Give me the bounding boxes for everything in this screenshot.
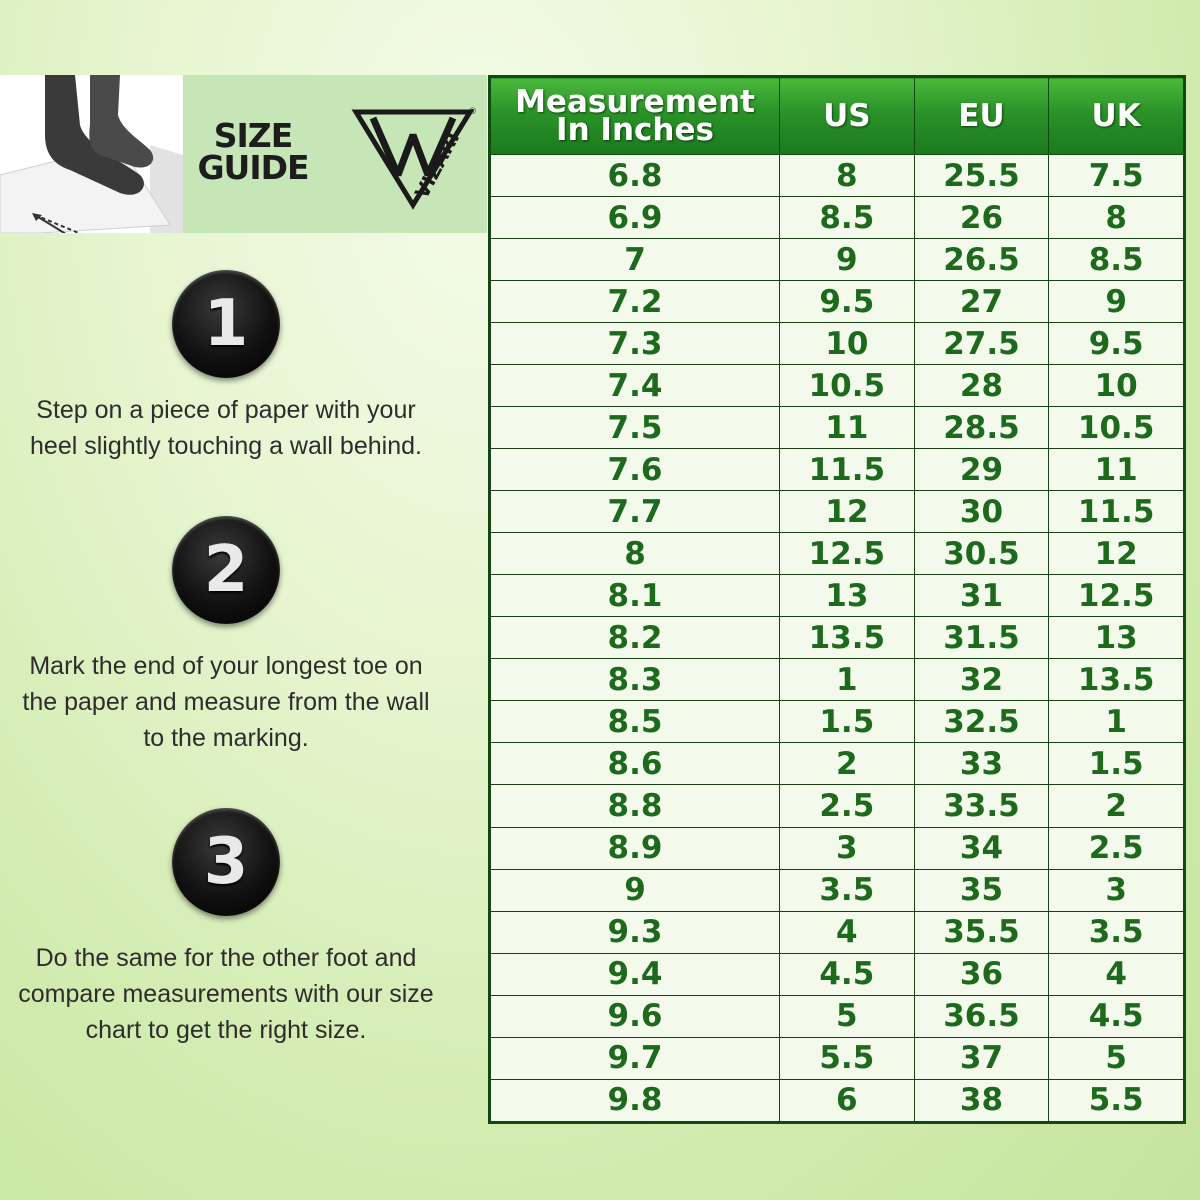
inches-cell: 9.7 bbox=[491, 1037, 780, 1079]
eu-cell: 32.5 bbox=[914, 701, 1049, 743]
inches-cell: 9.6 bbox=[491, 995, 780, 1037]
inches-cell: 9 bbox=[491, 869, 780, 911]
table-row bbox=[491, 533, 1184, 575]
header-uk: UK bbox=[1049, 78, 1184, 155]
us-cell: 3.5 bbox=[780, 869, 915, 911]
eu-cell: 26 bbox=[914, 197, 1049, 239]
us-cell: 11.5 bbox=[780, 449, 915, 491]
us-cell: 2 bbox=[780, 743, 915, 785]
step-2-badge bbox=[172, 516, 280, 624]
eu-cell: 34 bbox=[914, 827, 1049, 869]
inches-cell: 7.5 bbox=[491, 407, 780, 449]
step-3-number: 3 bbox=[203, 825, 249, 899]
table-row bbox=[491, 365, 1184, 407]
inches-cell: 7.6 bbox=[491, 449, 780, 491]
step-3-badge bbox=[172, 808, 280, 916]
inches-cell: 7.7 bbox=[491, 491, 780, 533]
us-cell: 10.5 bbox=[780, 365, 915, 407]
table-row bbox=[491, 659, 1184, 701]
eu-cell: 31.5 bbox=[914, 617, 1049, 659]
uk-cell: 12 bbox=[1049, 533, 1184, 575]
inches-cell: 8 bbox=[491, 533, 780, 575]
us-cell: 5 bbox=[780, 995, 915, 1037]
step-2-text: Mark the end of your longest toe on the paper and measure from the wall to the marking. bbox=[22, 652, 430, 752]
inches-cell: 8.2 bbox=[491, 617, 780, 659]
uk-cell: 5.5 bbox=[1049, 1079, 1184, 1121]
eu-cell: 32 bbox=[914, 659, 1049, 701]
uk-cell: 11 bbox=[1049, 449, 1184, 491]
inches-cell: 7 bbox=[491, 239, 780, 281]
uk-cell: 9.5 bbox=[1049, 323, 1184, 365]
uk-cell: 13 bbox=[1049, 617, 1184, 659]
header-measurement: Measurement In Inches bbox=[491, 78, 780, 155]
us-cell: 4.5 bbox=[780, 953, 915, 995]
header-eu: EU bbox=[914, 78, 1049, 155]
us-cell: 4 bbox=[780, 911, 915, 953]
inches-cell: 8.8 bbox=[491, 785, 780, 827]
table-row bbox=[491, 407, 1184, 449]
table-row bbox=[491, 449, 1184, 491]
inches-cell: 9.3 bbox=[491, 911, 780, 953]
eu-cell: 25.5 bbox=[914, 155, 1049, 197]
table-row bbox=[491, 995, 1184, 1037]
inches-cell: 9.8 bbox=[491, 1079, 780, 1121]
inches-cell: 8.5 bbox=[491, 701, 780, 743]
us-cell: 9.5 bbox=[780, 281, 915, 323]
us-cell: 8.5 bbox=[780, 197, 915, 239]
table-row bbox=[491, 1037, 1184, 1079]
step-1-number: 1 bbox=[203, 287, 249, 361]
us-cell: 13 bbox=[780, 575, 915, 617]
table-row bbox=[491, 785, 1184, 827]
uk-cell: 1 bbox=[1049, 701, 1184, 743]
uk-cell: 11.5 bbox=[1049, 491, 1184, 533]
us-cell: 11 bbox=[780, 407, 915, 449]
table-row bbox=[491, 239, 1184, 281]
table-row bbox=[491, 953, 1184, 995]
us-cell: 9 bbox=[780, 239, 915, 281]
step-1-text: Step on a piece of paper with your heel slightly touching a wall behind. bbox=[30, 396, 422, 460]
registered-mark: ® bbox=[468, 107, 477, 117]
us-cell: 8 bbox=[780, 155, 915, 197]
eu-cell: 28.5 bbox=[914, 407, 1049, 449]
table-row bbox=[491, 869, 1184, 911]
us-cell: 5.5 bbox=[780, 1037, 915, 1079]
uk-cell: 12.5 bbox=[1049, 575, 1184, 617]
table-row bbox=[491, 323, 1184, 365]
inches-cell: 8.3 bbox=[491, 659, 780, 701]
table-row bbox=[491, 743, 1184, 785]
table-row bbox=[491, 491, 1184, 533]
table-row bbox=[491, 911, 1184, 953]
eu-cell: 36 bbox=[914, 953, 1049, 995]
uk-cell: 1.5 bbox=[1049, 743, 1184, 785]
logo-wordmark: VIZARI bbox=[410, 128, 465, 203]
eu-cell: 36.5 bbox=[914, 995, 1049, 1037]
uk-cell: 10 bbox=[1049, 365, 1184, 407]
table-row bbox=[491, 155, 1184, 197]
eu-cell: 27.5 bbox=[914, 323, 1049, 365]
eu-cell: 35.5 bbox=[914, 911, 1049, 953]
inches-cell: 8.9 bbox=[491, 827, 780, 869]
size-guide-title bbox=[193, 116, 313, 187]
uk-cell: 7.5 bbox=[1049, 155, 1184, 197]
us-cell: 6 bbox=[780, 1079, 915, 1121]
eu-cell: 28 bbox=[914, 365, 1049, 407]
vizari-logo bbox=[348, 100, 478, 210]
eu-cell: 38 bbox=[914, 1079, 1049, 1121]
uk-cell: 8 bbox=[1049, 197, 1184, 239]
us-cell: 3 bbox=[780, 827, 915, 869]
step-2-number: 2 bbox=[203, 533, 249, 607]
eu-cell: 27 bbox=[914, 281, 1049, 323]
inches-cell: 7.4 bbox=[491, 365, 780, 407]
us-cell: 1.5 bbox=[780, 701, 915, 743]
step-1-badge bbox=[172, 270, 280, 378]
header-us: US bbox=[780, 78, 915, 155]
eu-cell: 35 bbox=[914, 869, 1049, 911]
eu-cell: 30.5 bbox=[914, 533, 1049, 575]
size-chart-table bbox=[488, 75, 1186, 1124]
table-row bbox=[491, 197, 1184, 239]
inches-cell: 6.9 bbox=[491, 197, 780, 239]
table-row bbox=[491, 281, 1184, 323]
uk-cell: 2 bbox=[1049, 785, 1184, 827]
eu-cell: 31 bbox=[914, 575, 1049, 617]
uk-cell: 2.5 bbox=[1049, 827, 1184, 869]
table-row bbox=[491, 617, 1184, 659]
foot-measure-illustration bbox=[0, 75, 183, 233]
eu-cell: 33.5 bbox=[914, 785, 1049, 827]
us-cell: 2.5 bbox=[780, 785, 915, 827]
eu-cell: 37 bbox=[914, 1037, 1049, 1079]
eu-cell: 30 bbox=[914, 491, 1049, 533]
uk-cell: 8.5 bbox=[1049, 239, 1184, 281]
table-row bbox=[491, 1079, 1184, 1121]
uk-cell: 10.5 bbox=[1049, 407, 1184, 449]
eu-cell: 29 bbox=[914, 449, 1049, 491]
table-row bbox=[491, 575, 1184, 617]
inches-cell: 8.1 bbox=[491, 575, 780, 617]
uk-cell: 5 bbox=[1049, 1037, 1184, 1079]
size-guide-line1: SIZE bbox=[213, 116, 293, 155]
us-cell: 12.5 bbox=[780, 533, 915, 575]
uk-cell: 13.5 bbox=[1049, 659, 1184, 701]
inches-cell: 9.4 bbox=[491, 953, 780, 995]
inches-cell: 7.3 bbox=[491, 323, 780, 365]
uk-cell: 3.5 bbox=[1049, 911, 1184, 953]
table-header-row bbox=[491, 78, 1184, 155]
step-3-text: Do the same for the other foot and compare measurements with our size chart to get the right size. bbox=[18, 944, 434, 1044]
us-cell: 12 bbox=[780, 491, 915, 533]
uk-cell: 4 bbox=[1049, 953, 1184, 995]
us-cell: 1 bbox=[780, 659, 915, 701]
eu-cell: 26.5 bbox=[914, 239, 1049, 281]
us-cell: 10 bbox=[780, 323, 915, 365]
table-row bbox=[491, 827, 1184, 869]
size-guide-line2: GUIDE bbox=[197, 148, 309, 187]
uk-cell: 9 bbox=[1049, 281, 1184, 323]
us-cell: 13.5 bbox=[780, 617, 915, 659]
inches-cell: 6.8 bbox=[491, 155, 780, 197]
inches-cell: 8.6 bbox=[491, 743, 780, 785]
uk-cell: 3 bbox=[1049, 869, 1184, 911]
uk-cell: 4.5 bbox=[1049, 995, 1184, 1037]
eu-cell: 33 bbox=[914, 743, 1049, 785]
table-row bbox=[491, 701, 1184, 743]
inches-cell: 7.2 bbox=[491, 281, 780, 323]
